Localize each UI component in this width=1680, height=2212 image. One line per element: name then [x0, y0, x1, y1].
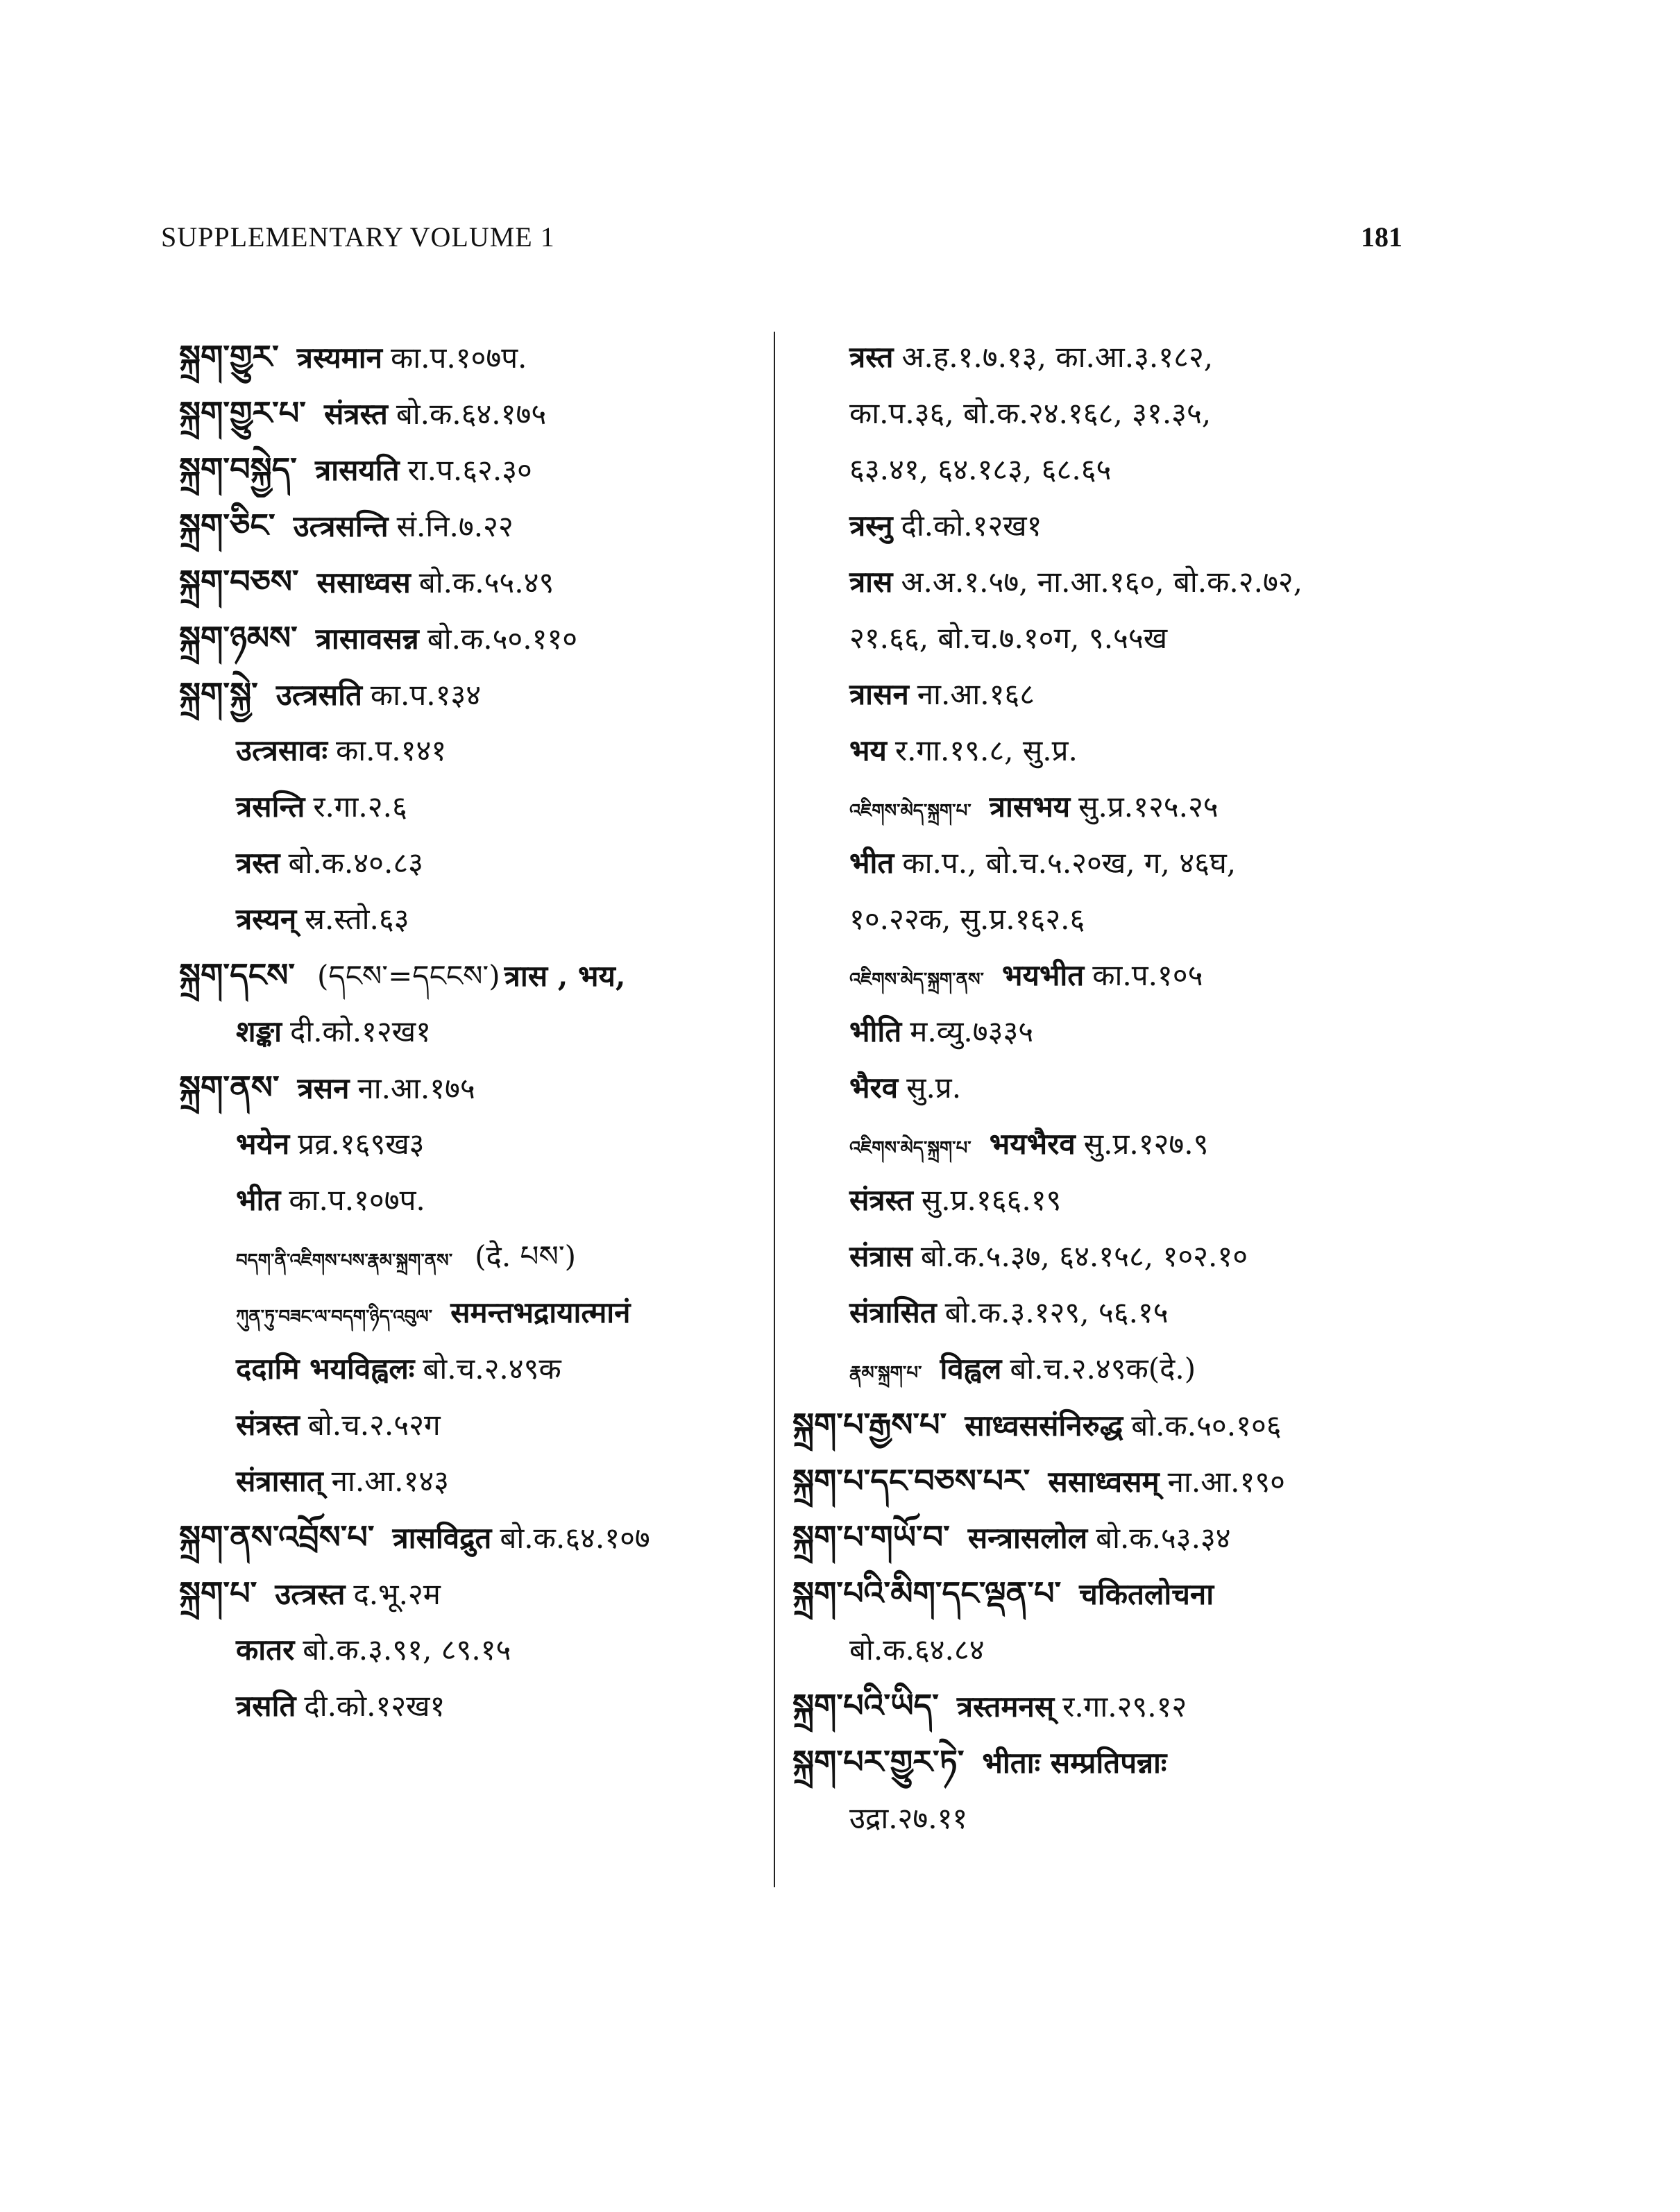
entry	[179, 1060, 762, 1116]
sub-entry	[792, 1116, 1452, 1172]
entry	[179, 441, 762, 497]
sanskrit-equivalent: भयभैरव	[989, 1127, 1076, 1161]
reference: अ.अ.१.५७, ना.आ.१६०, बो.क.२.७२,	[901, 565, 1303, 599]
reference: सु.प्र.१२५.२५	[1078, 790, 1219, 824]
column-divider	[774, 332, 775, 1887]
sanskrit-equivalent: त्रासविद्रुत	[392, 1521, 492, 1555]
reference: का.प.१०५	[1092, 958, 1203, 992]
tibetan-headword: སྐྲག་བསྐྱེད་	[179, 450, 297, 488]
sanskrit-equivalent: त्रस्त	[849, 340, 894, 374]
reference: बो.क.५०.१०६	[1131, 1409, 1282, 1443]
reference: उद्रा.२७.११	[849, 1801, 968, 1835]
reference: ना.आ.१६८	[917, 677, 1035, 711]
sub-entry	[792, 1003, 1452, 1060]
tibetan-headword: སྐྲག་པ་	[179, 1574, 257, 1612]
sanskrit-equivalent: ददामि भयविह्वलः	[236, 1352, 415, 1386]
variant-note: (དངས་=དངངས་)	[316, 959, 500, 993]
reference: ६३.४१, ६४.१८३, ६८.६५	[849, 452, 1112, 486]
running-head: SUPPLEMENTARY VOLUME 1	[161, 221, 555, 253]
sanskrit-equivalent: उत्त्रसावः	[236, 733, 328, 767]
left-column	[179, 329, 762, 1734]
reference: का.प., बो.च.५.२०ख, ग, ४६घ,	[902, 846, 1237, 880]
reference: २१.६६, बो.च.७.१०ग, ९.५५ख	[849, 621, 1168, 655]
reference: ना.आ.१७५	[357, 1071, 475, 1105]
tibetan-headword: སྐྲག་པའི་ཡིད་	[792, 1687, 939, 1724]
reference: र.गा.२.६	[313, 790, 407, 824]
sanskrit-equivalent: संत्रासित	[849, 1295, 937, 1329]
tibetan-headword: སྐྲག་པ་རྒྱས་པ་	[792, 1406, 947, 1443]
reference: ना.आ.१९०	[1167, 1465, 1286, 1499]
sub-entry	[792, 329, 1452, 385]
reference: अ.ह.१.७.१३, का.आ.३.१८२,	[901, 340, 1214, 374]
entry	[179, 554, 762, 610]
sub-entry	[792, 497, 1452, 554]
tibetan-headword: སྐྲག་ནས་འབྲོས་པ་	[179, 1518, 375, 1556]
entry	[179, 947, 762, 1003]
reference: रा.प.६२.३०	[407, 453, 532, 487]
sanskrit-equivalent: संत्रास	[849, 1239, 913, 1273]
tibetan-headword: སྐྲག་ཉམས་	[179, 619, 298, 656]
entry	[792, 1734, 1452, 1790]
reference: म.व्यु.७३३५	[910, 1014, 1034, 1048]
sanskrit-equivalent: उत्त्रसन्ति	[293, 509, 389, 543]
sanskrit-equivalent: भयेन	[236, 1127, 290, 1161]
tibetan-phrase: ཀུན་ཏུ་བཟང་ལ་བདག་ཉིད་འབུལ་	[236, 1307, 433, 1327]
sanskrit-equivalent: त्रस्तमनस्	[956, 1690, 1055, 1724]
tibetan-headword: སྐྲག་བཅས་	[179, 563, 299, 600]
sanskrit-equivalent: त्रसति	[236, 1689, 296, 1723]
sub-entry	[792, 1172, 1452, 1228]
sub-entry	[179, 891, 762, 947]
reference: बो.क.५३.३४	[1096, 1521, 1231, 1555]
entry	[179, 666, 762, 722]
sub-entry	[792, 779, 1452, 835]
reference: का.प.१३४	[370, 678, 482, 712]
sanskrit-equivalent: संत्रस्त	[323, 397, 388, 431]
sanskrit-equivalent: त्रास , भय,	[504, 959, 626, 993]
reference: का.प.१०७प.	[289, 1183, 425, 1217]
reference: बो.च.२.५२ग	[307, 1408, 441, 1442]
sub-entry	[179, 1116, 762, 1172]
reference: र.गा.१९.८, सु.प्र.	[894, 733, 1078, 767]
continuation	[792, 1790, 1452, 1846]
reference: स्र.स्तो.६३	[305, 902, 409, 936]
sanskrit-equivalent: भीत	[849, 846, 894, 880]
sanskrit-equivalent: त्रसन	[297, 1071, 350, 1105]
tibetan-headword: སྐྲག་ཅིང་	[179, 507, 275, 544]
sanskrit-equivalent: कातर	[236, 1633, 295, 1667]
sub-entry	[792, 722, 1452, 779]
sub-entry	[179, 835, 762, 891]
sub-entry	[179, 1003, 762, 1060]
reference: प्रव्र.१६९ख३	[298, 1127, 425, 1161]
sub-entry	[792, 1228, 1452, 1284]
tibetan-headword: སྐྲག་པ་གཡོ་བ་	[792, 1518, 950, 1556]
continuation	[792, 610, 1452, 666]
reference: का.प.१४१	[335, 733, 447, 767]
sub-entry	[792, 835, 1452, 891]
tibetan-phrase: བདག་ནི་འཇིགས་པས་རྣམ་སྐྲག་ནས་	[236, 1250, 453, 1271]
variant-note: (दे. པས་)	[475, 1239, 577, 1273]
sanskrit-equivalent: संत्रस्त	[236, 1408, 300, 1442]
sanskrit-equivalent: भीति	[849, 1014, 902, 1048]
reference: बो.च.२.४९क	[423, 1352, 561, 1386]
tibetan-headword: སྐྲག་པའི་མིག་དང་ལྡན་པ་	[792, 1574, 1062, 1612]
entry	[179, 497, 762, 554]
entry	[792, 1453, 1452, 1509]
reference: सु.प्र.१६६.१९	[921, 1183, 1062, 1217]
reference: दी.को.१२ख१	[304, 1689, 446, 1723]
tibetan-headword: སྐྲག་གྱུར་པ་	[179, 394, 306, 432]
reference: बो.क.५०.११०	[427, 622, 578, 656]
reference: बो.क.४०.८३	[288, 846, 423, 880]
reference: सु.प्र.	[906, 1071, 962, 1105]
sanskrit-equivalent: साध्वससंनिरुद्ध	[965, 1409, 1123, 1443]
entry	[792, 1678, 1452, 1734]
sanskrit-equivalent: त्रासभय	[989, 790, 1071, 824]
continuation	[792, 1622, 1452, 1678]
sub-entry	[179, 722, 762, 779]
sanskrit-equivalent: भय	[849, 733, 887, 767]
sub-entry	[179, 1228, 762, 1284]
sub-entry	[179, 1341, 762, 1397]
sanskrit-equivalent: समन्तभद्रायात्मानं	[450, 1295, 631, 1329]
tibetan-headword: སྐྲག་པར་གྱུར་ཏེ་	[792, 1743, 965, 1780]
reference: बो.क.५५.४९	[418, 565, 554, 599]
sub-entry	[792, 1284, 1452, 1341]
entry	[792, 1397, 1452, 1453]
sanskrit-equivalent: त्रस्यमान	[296, 341, 382, 375]
sanskrit-equivalent: संत्रस्त	[849, 1183, 913, 1217]
sub-entry	[179, 1284, 762, 1341]
entry	[179, 610, 762, 666]
sanskrit-equivalent: भयभीत	[1002, 958, 1085, 992]
sub-entry	[792, 947, 1452, 1003]
sub-entry	[179, 779, 762, 835]
tibetan-phrase: འཇིགས་མེད་སྐྲག་ནས་	[849, 969, 984, 990]
sub-entry	[179, 1678, 762, 1734]
entry	[179, 1565, 762, 1622]
page-header	[161, 221, 1402, 262]
sub-entry	[792, 1060, 1452, 1116]
tibetan-phrase: རྣམ་སྐྲག་པ་	[849, 1363, 922, 1384]
tibetan-headword: སྐྲག་གྱུར་	[179, 338, 279, 375]
sanskrit-equivalent: उत्त्रसति	[275, 678, 362, 712]
sub-entry	[792, 554, 1452, 610]
reference: का.प.१०७प.	[390, 341, 527, 375]
sanskrit-equivalent: त्रास	[849, 565, 893, 599]
reference: र.गा.२९.१२	[1062, 1690, 1187, 1724]
reference: ना.आ.१४३	[331, 1464, 450, 1498]
sanskrit-equivalent: भीताः सम्प्रतिपन्नाः	[982, 1746, 1167, 1780]
sanskrit-equivalent: ससाध्वस	[316, 565, 411, 599]
sanskrit-equivalent: त्रासन	[849, 677, 909, 711]
sanskrit-equivalent: त्रस्त	[236, 846, 280, 880]
sub-entry	[179, 1397, 762, 1453]
sanskrit-equivalent: संत्रासात्	[236, 1464, 323, 1498]
sanskrit-equivalent: त्रसन्ति	[236, 790, 305, 824]
reference: दी.को.१२ख१	[290, 1014, 431, 1048]
tibetan-phrase: འཇིགས་མེད་སྐྲག་པ་	[849, 1138, 971, 1159]
continuation	[792, 891, 1452, 947]
tibetan-headword: སྐྲག་དངས་	[179, 956, 295, 994]
continuation	[792, 385, 1452, 441]
reference: बो.क.६४.१७५	[396, 397, 547, 431]
reference: बो.च.२.४९क(दे.)	[1010, 1352, 1196, 1386]
sanskrit-equivalent: उत्त्रस्त	[275, 1577, 346, 1611]
sub-entry	[792, 1341, 1452, 1397]
sanskrit-equivalent: भैरव	[849, 1071, 899, 1105]
sanskrit-equivalent: त्रस्यन्	[236, 902, 297, 936]
reference: का.प.३६, बो.क.२४.१६८, ३१.३५,	[849, 396, 1212, 430]
tibetan-phrase: འཇིགས་མེད་སྐྲག་པ་	[849, 801, 971, 822]
sub-entry	[792, 666, 1452, 722]
sanskrit-equivalent: त्रस्नु	[849, 509, 893, 543]
reference: बो.क.६४.८४	[849, 1633, 985, 1667]
entry	[179, 1509, 762, 1565]
reference: १०.२२क, सु.प्र.१६२.६	[849, 902, 1085, 936]
sanskrit-equivalent: भीत	[236, 1183, 281, 1217]
sanskrit-equivalent: त्रासयति	[314, 453, 400, 487]
right-column	[792, 329, 1452, 1846]
sanskrit-equivalent: सन्त्रासलोल	[967, 1521, 1088, 1555]
reference: सु.प्र.१२७.९	[1083, 1127, 1209, 1161]
reference: बो.क.३.९१, ८९.१५	[303, 1633, 511, 1667]
sub-entry	[179, 1622, 762, 1678]
reference: द.भू.२म	[353, 1577, 441, 1611]
entry	[179, 329, 762, 385]
sanskrit-equivalent: त्रासावसन्न	[315, 622, 419, 656]
reference: दी.को.१२ख१	[901, 509, 1042, 543]
page-number: 181	[1361, 221, 1402, 253]
reference: बो.क.६४.१०७	[500, 1521, 650, 1555]
continuation	[792, 441, 1452, 497]
entry	[179, 385, 762, 441]
sub-entry	[179, 1172, 762, 1228]
reference: सं.नि.७.२२	[396, 509, 514, 543]
entry	[792, 1565, 1452, 1622]
tibetan-headword: སྐྲག་སྐྱེ་	[179, 675, 258, 713]
reference: बो.क.५.३७, ६४.१५८, १०२.१०	[920, 1239, 1248, 1273]
sub-entry	[179, 1453, 762, 1509]
sanskrit-equivalent: चकितलोचना	[1079, 1577, 1214, 1611]
tibetan-headword: སྐྲག་ནས་	[179, 1069, 280, 1106]
reference: बो.क.३.१२९, ५६.१५	[944, 1295, 1169, 1329]
sanskrit-equivalent: विह्वल	[940, 1352, 1002, 1386]
sanskrit-equivalent: ससाध्वसम्	[1048, 1465, 1160, 1499]
entry	[792, 1509, 1452, 1565]
sanskrit-equivalent: शङ्का	[236, 1014, 282, 1048]
tibetan-headword: སྐྲག་པ་དང་བཅས་པར་	[792, 1462, 1030, 1499]
